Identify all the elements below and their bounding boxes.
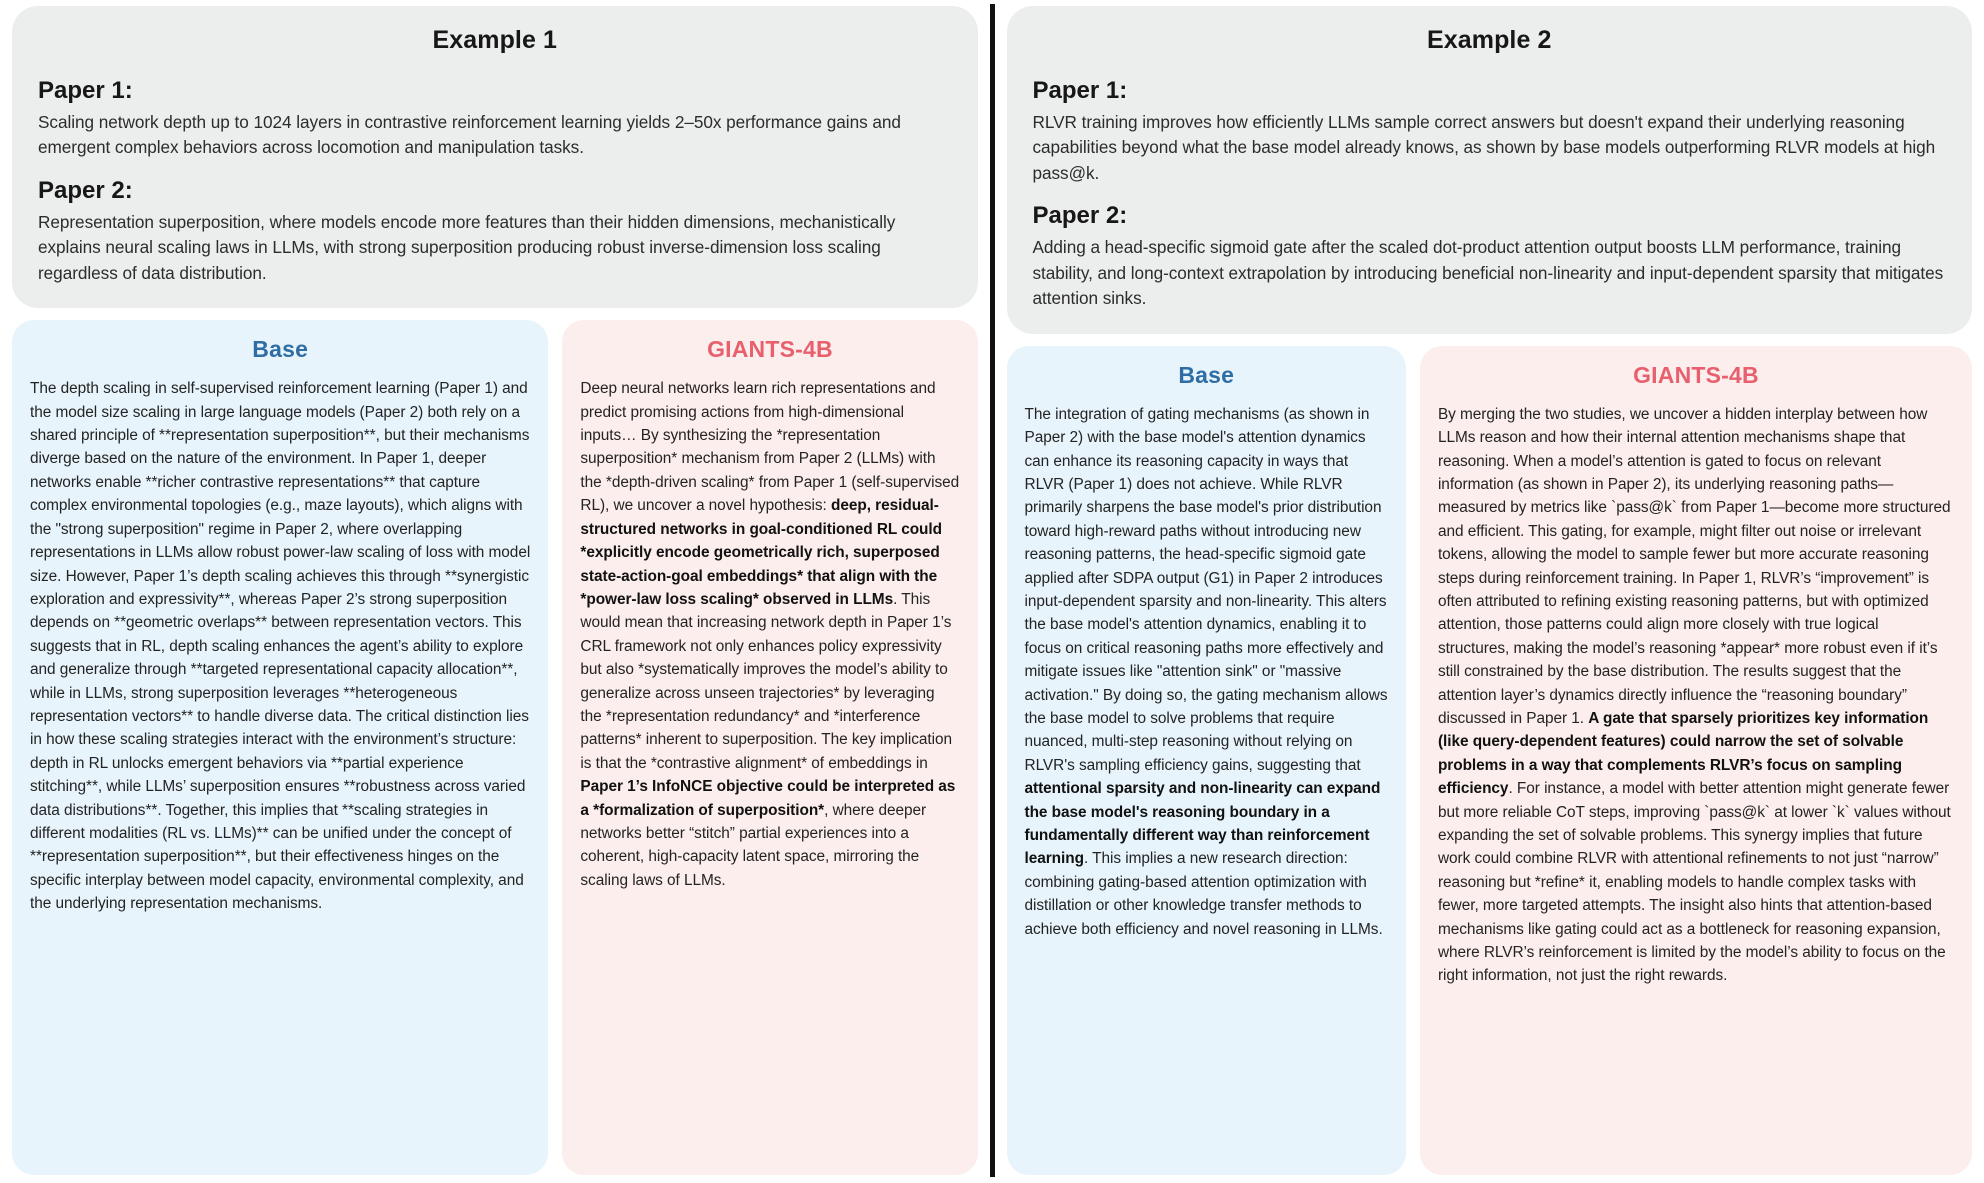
- example-2-title: Example 2: [1426, 26, 1552, 54]
- example-2-giants-card: [1420, 346, 1972, 1175]
- example-1-base-response: The depth scaling in self-supervised reinforcement learning (Paper 1) and the model size scaling in large language models (Paper 2) both rely on a shared principle of **representation superposition**, but their mechanisms diverge based on the nature of the environment. In Paper 1, deeper networks enable **richer contrastive representations** that capture complex environmental topologies (e.g., maze layouts), which aligns with the "strong superposition" regime in Paper 2, where overlapping representations in LLMs allow robust power-law scaling of loss with model size. However, Paper 1’s depth scaling achieves this through **synergistic exploration and expressivity**, whereas Paper 2’s strong superposition depends on **geometric overlaps** between representation vectors. This suggests that in RL, depth scaling enhances the agent’s ability to explore and generalize through **targeted representational capacity allocation**, while in LLMs, strong superposition leverages **heterogeneous representation vectors** to handle diverse data. The critical distinction lies in how these scaling strategies interact with the environment’s structure: depth in RL unlocks emergent behaviors via **partial experience stitching**, while LLMs’ superposition ensures **robustness across varied data distributions**. Together, this implies that **scaling strategies in different modalities (RL vs. LLMs)** can be unified under the concept of **representation superposition**, but their effectiveness hinges on the specific interplay between model capacity, environmental complexity, and the underlying representation mechanisms.: [30, 380, 531, 913]
- example-1-giants-heading: GIANTS-4B: [707, 336, 833, 363]
- example-1-paper-1-label: Paper 1:: [38, 77, 133, 104]
- example-1-panel: [0, 0, 990, 1183]
- example-2-responses: [1007, 346, 1973, 1175]
- example-2-prompt-card: [1007, 6, 1973, 334]
- example-2-giants-response: By merging the two studies, we uncover a hidden interplay between how LLMs reason and how their internal attention mechanisms shape that reasoning. When a model’s attention is gated to focus on relevant information (as shown in Paper 2), its underlying reasoning paths—measured by metrics like `pass@k` from Paper 1—become more structured and efficient. This gating, for example, might filter out noise or irrelevant tokens, allowing the model to sample fewer but more accurate reasoning steps during reinforcement training. In Paper 1, RLVR’s “improvement” is often attributed to refining existing reasoning patterns, but with optimized attention, those patterns could align more closely with true logical structures, making the model’s reasoning *appear* more robust even if it’s still constrained by the base distribution. The results suggest that the attention layer’s dynamics directly influence the “reasoning boundary” discussed in Paper 1. A gate that sparsely prioritizes key information (like query-dependent features) could narrow the set of solvable problems in a way that complements RLVR’s focus on sampling efficiency. For instance, a model with better attention might generate fewer but more reliable CoT steps, improving `pass@k` at lower `k` values without expanding the set of solvable problems. This synergy implies that future work could combine RLVR with attentional refinements to not just “narrow” reasoning but *refine* it, enabling models to handle complex tasks with fewer, more targeted attempts. The insight also hints that attention-based mechanisms like gating could act as a bottleneck for reasoning expansion, where RLVR’s reinforcement is limited by the model’s ability to focus on the right information, not just the right rewards.: [1437, 405, 1951, 985]
- example-2-giants-heading: GIANTS-4B: [1633, 361, 1759, 388]
- example-1-paper-1-text: Scaling network depth up to 1024 layers in contrastive reinforcement learning yields 2–50x performance gains and emergent complex behaviors across locomotion and manipulation tasks.: [38, 112, 901, 158]
- example-2-paper-1-text: RLVR training improves how efficiently LLMs sample correct answers but doesn't expand their underlying reasoning capabilities beyond what the base model already knows, as shown by base models outperforming RLVR models at high pass@k.: [1032, 112, 1936, 183]
- example-1-prompt-card: [12, 6, 978, 308]
- example-1-responses: [12, 320, 978, 1175]
- example-2-paper-2-label: Paper 2:: [1032, 202, 1128, 230]
- example-1-base-card: [12, 320, 548, 1175]
- example-2-panel: [995, 0, 1984, 1183]
- example-2-paper-1-label: Paper 1:: [1032, 77, 1128, 104]
- example-1-base-heading: Base: [252, 336, 309, 363]
- example-2-paper-2-text: Adding a head-specific sigmoid gate after the scaled dot-product attention output boosts LLM performance, training stability, and long-context extrapolation by introducing beneficial non-linearity and input-dependent sparsity that mitigates attention sinks.: [1032, 237, 1944, 309]
- example-1-paper-2-text: Representation superposition, where models encode more features than their hidden dimensions, mechanistically explains neural scaling laws in LLMs, with strong superposition producing robust inverse-dimension loss scaling regardless of data distribution.: [38, 211, 896, 283]
- example-1-paper-2-label: Paper 2:: [38, 176, 133, 204]
- example-2-base-heading: Base: [1178, 361, 1235, 388]
- example-1-title: Example 1: [432, 26, 558, 54]
- example-2-base-response: The integration of gating mechanisms (as shown in Paper 2) with the base model's attention dynamics can enhance its reasoning capacity in ways that RLVR (Paper 1) does not achieve. While RLVR primarily sharpens the base model's prior distribution toward high-reward paths without introducing new reasoning patterns, the head-specific sigmoid gate applied after SDPA output (G1) in Paper 2 introduces input-dependent sparsity and non-linearity. This alters the base model's attention dynamics, enabling it to focus on critical reasoning paths more effectively and mitigate issues like "attention sink" or "massive activation." By doing so, the gating mechanism allows the base model to solve problems that require nuanced, multi-step reasoning without relying on RLVR's sampling efficiency gains, suggesting that attentional sparsity and non-linearity can expand the base model's reasoning boundary in a fundamentally different way than reinforcement learning. This implies a new research direction: combining gating-based attention optimization with distillation or other knowledge transfer methods to achieve both efficiency and novel reasoning in LLMs.: [1024, 405, 1388, 938]
- example-1-giants-card: [562, 320, 977, 1175]
- example-1-giants-response: Deep neural networks learn rich representations and predict promising actions from high-dimensional inputs… By synthesizing the *representation superposition* mechanism from Paper 2 (LLMs) with the *depth-driven scaling* from Paper 1 (self-supervised RL), we uncover a novel hypothesis: deep, residual-structured networks in goal-conditioned RL could *explicitly encode geometrically rich, superposed state-action-goal embeddings* that align with the *power-law loss scaling* observed in LLMs. This would mean that increasing network depth in Paper 1’s CRL framework not only enhances policy expressivity but also *systematically improves the model’s ability to generalize across unseen trajectories* by leveraging the *representation redundancy* and *interference patterns* inherent to superposition. The key implication is that the *contrastive alignment* of embeddings in Paper 1’s InfoNCE objective could be interpreted as a *formalization of superposition*, where deeper networks better “stitch” partial experiences into a coherent, high-capacity latent space, mirroring the scaling laws of LLMs.: [580, 380, 960, 889]
- example-2-base-card: [1007, 346, 1406, 1175]
